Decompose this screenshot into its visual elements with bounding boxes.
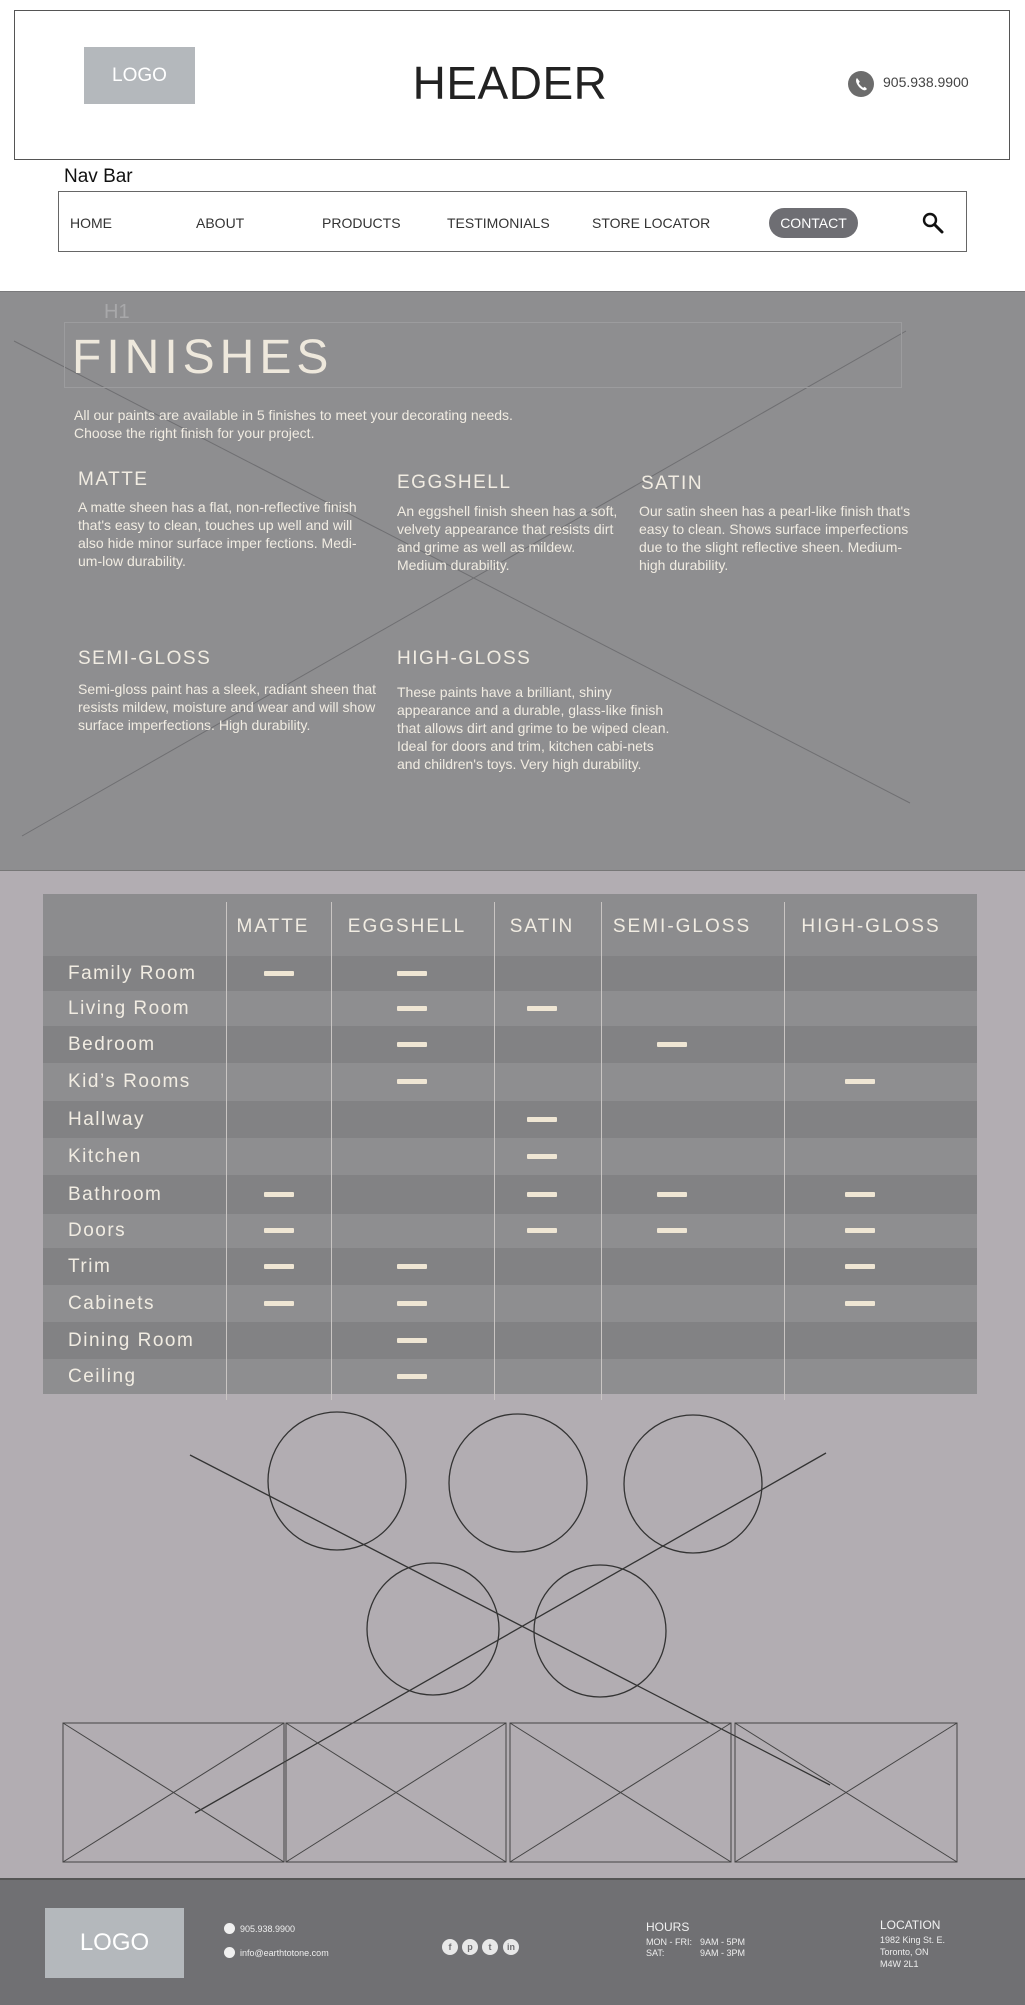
finish-desc-satin: Our satin sheen has a pearl-like finish that's easy to clean. Shows surface imperfections due to the slight reflective sheen. Medium-high durability. [639, 503, 911, 573]
intro-line-1: All our paints are available in 5 finishes to meet your decorating needs. [74, 407, 513, 423]
linkedin-icon[interactable]: in [503, 1939, 519, 1955]
table-row [43, 1101, 977, 1138]
nav-home[interactable]: HOME [70, 215, 112, 231]
nav-about[interactable]: ABOUT [196, 215, 245, 231]
table-row [43, 1214, 977, 1248]
recommended-mark [397, 1338, 427, 1343]
image-circle-placeholder [449, 1414, 587, 1552]
header-title: HEADER [412, 57, 608, 109]
recommended-mark [397, 1264, 427, 1269]
image-circle-placeholder [367, 1563, 499, 1695]
recommended-mark [527, 1006, 557, 1011]
nav-bar-label: Nav Bar [64, 166, 133, 187]
footer-phone[interactable]: 905.938.9900 [240, 1924, 296, 1934]
image-circle-placeholder [624, 1415, 762, 1553]
footer-email-icon [224, 1947, 235, 1958]
hours-title: HOURS [646, 1920, 690, 1934]
finish-desc-matte: A matte sheen has a flat, non-reflective finish that's easy to clean, touches up well and will also hide minor surface imper fections. Medi-um-low durability. [78, 499, 357, 569]
recommended-mark [397, 1006, 427, 1011]
recommended-mark [657, 1192, 687, 1197]
recommended-mark [527, 1154, 557, 1159]
finish-desc-high-gloss: These paints have a brilliant, shiny appearance and a durable, glass-like finish that allows dirt and grime to be wiped clean. Ideal for doors and trim, kitchen cabi-nets and children's toys. Very high durability. [397, 684, 670, 772]
recommended-mark [264, 1228, 294, 1233]
phone-icon [848, 71, 874, 97]
recommended-mark [845, 1192, 875, 1197]
image-box-placeholder [63, 1723, 284, 1862]
room-label: Dining Room [68, 1330, 195, 1351]
column-header: EGGSHELL [347, 916, 467, 937]
header-phone[interactable]: 905.938.9900 [883, 74, 969, 90]
room-label: Kitchen [68, 1146, 142, 1167]
image-placeholders [0, 1400, 1025, 1870]
room-label: Bedroom [68, 1034, 156, 1055]
table-row [43, 1175, 977, 1214]
table-row [43, 1026, 977, 1063]
table-row [43, 1359, 977, 1394]
recommended-mark [397, 1079, 427, 1084]
table-row [43, 956, 977, 991]
room-label: Ceiling [68, 1366, 137, 1387]
recommended-mark [845, 1264, 875, 1269]
nav-testimonials[interactable]: TESTIMONIALS [447, 215, 550, 231]
table-row [43, 991, 977, 1026]
recommended-mark [527, 1192, 557, 1197]
column-divider [601, 902, 602, 1400]
intro-line-2: Choose the right finish for your project. [74, 425, 315, 441]
column-header: MATTE [236, 916, 310, 937]
address-line: 1982 King St. E. [880, 1935, 946, 1945]
hours-days: MON - FRI: [646, 1937, 692, 1947]
recommended-mark [845, 1228, 875, 1233]
column-header: SEMI-GLOSS [612, 916, 752, 937]
table-row [43, 1322, 977, 1359]
recommended-mark [397, 1374, 427, 1379]
finish-table [43, 894, 977, 1394]
recommended-mark [264, 971, 294, 976]
recommended-mark [527, 1117, 557, 1122]
hours-time: 9AM - 3PM [700, 1948, 746, 1958]
search-icon[interactable] [922, 212, 944, 234]
table-row [43, 1063, 977, 1101]
finish-title-semi-gloss: SEMI-GLOSS [78, 648, 212, 669]
room-label: Hallway [68, 1109, 146, 1130]
twitter-icon[interactable]: t [482, 1939, 498, 1955]
nav-store-locator[interactable]: STORE LOCATOR [592, 215, 711, 231]
room-label: Living Room [68, 998, 191, 1019]
column-divider [494, 902, 495, 1400]
finish-title-matte: MATTE [78, 469, 149, 490]
table-row [43, 1285, 977, 1322]
column-header: SATIN [509, 916, 575, 937]
recommended-mark [397, 1301, 427, 1306]
column-divider [331, 902, 332, 1400]
recommended-mark [657, 1042, 687, 1047]
finishes-title: FINISHES [72, 331, 334, 384]
room-label: Kid’s Rooms [68, 1071, 191, 1092]
room-label: Trim [68, 1256, 112, 1277]
recommended-mark [264, 1192, 294, 1197]
footer-logo[interactable]: LOGO [45, 1908, 184, 1978]
nav-products[interactable]: PRODUCTS [322, 215, 401, 231]
h1-label: H1 [104, 301, 130, 323]
contact-button[interactable]: CONTACT [769, 208, 858, 238]
recommended-mark [264, 1264, 294, 1269]
table-row [43, 1138, 977, 1175]
recommended-mark [264, 1301, 294, 1306]
finish-desc-eggshell: An eggshell finish sheen has a soft, velvety appearance that resists dirt and grime as well as mildew. Medium durability. [397, 503, 618, 573]
recommended-mark [845, 1301, 875, 1306]
image-circle-placeholder [268, 1412, 406, 1550]
finish-title-satin: SATIN [641, 473, 704, 494]
room-label: Doors [68, 1220, 127, 1241]
finish-title-high-gloss: HIGH-GLOSS [397, 648, 532, 669]
footer-phone-icon [224, 1923, 235, 1934]
column-header: HIGH-GLOSS [801, 916, 941, 937]
image-box-placeholder [735, 1723, 957, 1862]
table-row [43, 1248, 977, 1285]
room-label: Cabinets [68, 1293, 155, 1314]
room-label: Bathroom [68, 1184, 163, 1205]
header-logo[interactable]: LOGO [84, 47, 195, 104]
footer-email[interactable]: info@earthtotone.com [240, 1948, 329, 1958]
location-title: LOCATION [880, 1918, 941, 1932]
image-box-placeholder [286, 1723, 506, 1862]
finishes-intro [74, 406, 554, 442]
pinterest-icon[interactable]: p [462, 1939, 478, 1955]
recommended-mark [845, 1079, 875, 1084]
finish-desc-semi-gloss: Semi-gloss paint has a sleek, radiant sheen that resists mildew, moisture and wear and will show surface imperfections. High durability. [78, 681, 377, 733]
image-circle-placeholder [534, 1565, 666, 1697]
hours-time: 9AM - 5PM [700, 1937, 746, 1947]
facebook-icon[interactable]: f [442, 1939, 458, 1955]
column-divider [226, 902, 227, 1400]
room-label: Family Room [68, 963, 197, 984]
finish-title-eggshell: EGGSHELL [397, 472, 512, 493]
recommended-mark [397, 1042, 427, 1047]
hours-days: SAT: [646, 1948, 665, 1958]
recommended-mark [657, 1228, 687, 1233]
recommended-mark [397, 971, 427, 976]
address-line: M4W 2L1 [880, 1959, 919, 1969]
column-divider [784, 902, 785, 1400]
recommended-mark [527, 1228, 557, 1233]
image-box-placeholder [510, 1723, 731, 1862]
address-line: Toronto, ON [880, 1947, 929, 1957]
